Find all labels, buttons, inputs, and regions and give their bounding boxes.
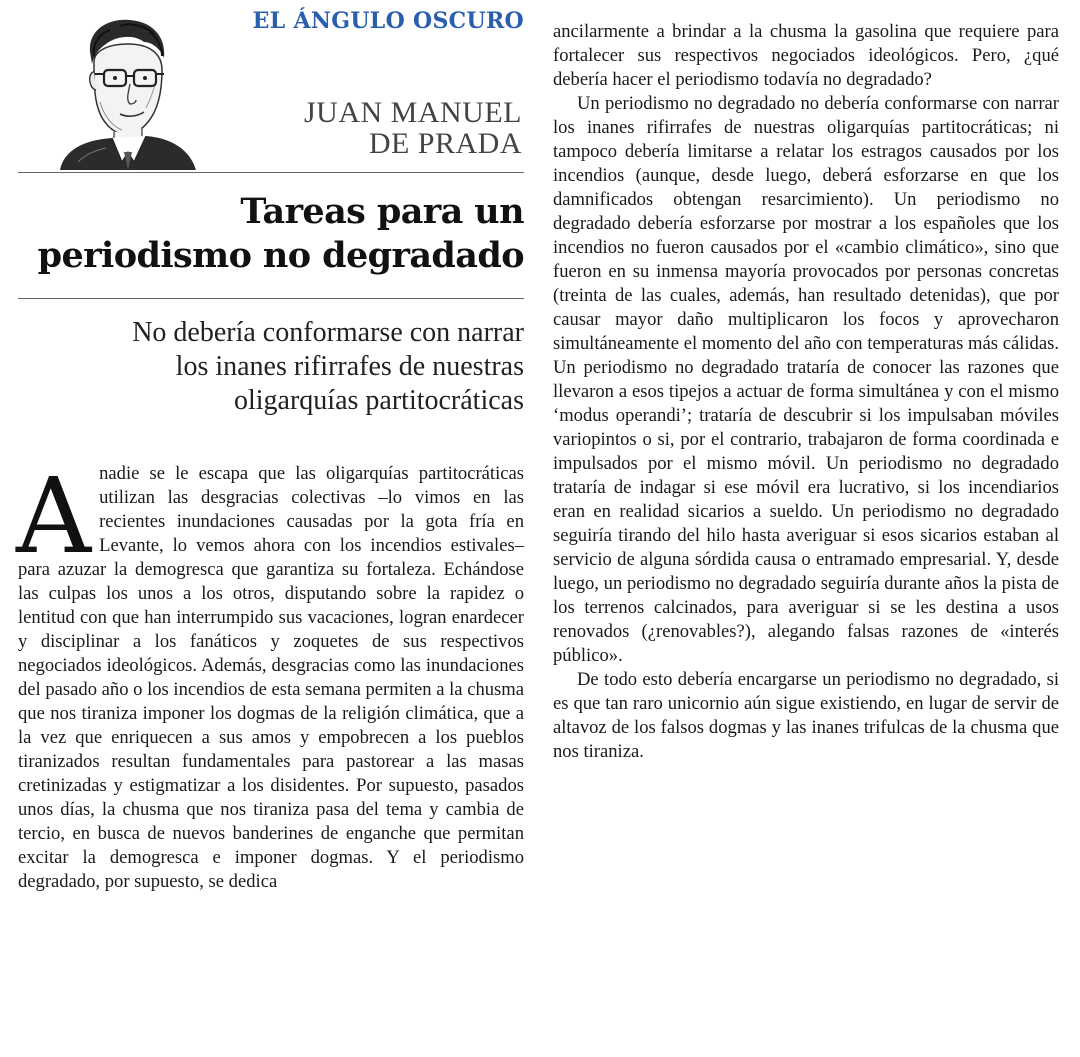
- author-portrait-illustration: [50, 12, 200, 170]
- author-name: [304, 97, 522, 159]
- headline-line2: periodismo no degradado: [37, 235, 524, 276]
- paragraph-1-text: nadie se le escapa que las oligarquías partitocráticas utilizan las desgracias colectivas –lo vimos en las recientes inundaciones causadas por la gota fría en Levante, lo vemos ahora con los incendios estivales– para azuzar la demogresca que garantiza su fortaleza. Echándose las culpas los unos a los otros, disputando sobre la rapidez o lentitud con que han interrumpido sus vacaciones, logran enardecer y disciplinar a los fanáticos y zoquetes de sus respectivos negociados ideológicos. Además, desgracias como las inundaciones del pasado año o los incendios de esta semana permiten a la chusma que nos tiraniza imponer los dogmas de la religión climática, que a la vez que enriquecen a sus amos y empobrecen a los pueblos tiranizados resultan fundamentales para pastorear a las masas cretinizadas y estigmatizar a los disidentes. Por supuesto, pasados unos días, la chusma que nos tiraniza pasa del tema y cambia de tercio, en busca de nuevos banderines de enganche que permitan excitar la demogresca e imponer dogmas. Y el periodismo degradado, por supuesto, se dedica: [18, 463, 524, 892]
- paragraph-2: Un periodismo no degradado no debería conformarse con narrar los inanes rifirrafes de nuestras oligarquías partitocráticas; ni tampoco debería limitarse a relatar los estragos causados por los incendios (aunque, desde luego, deberá esforzarse en que los damnificados obtengan resarcimiento). Un periodismo no degradado debería esforzarse por mostrar a los españoles que los incendios no fueron causados por el «cambio climático», sino que fueron en su inmensa mayoría provocados por personas concretas (treinta de las cuales, además, han resultado detenidas), que por causar mayor daño multiplicaron los focos y aprovecharon simultáneamente el momento del año con temperaturas más cálidas. Un periodismo no degradado trataría de conocer las razones que llevaron a esos tipejos a actuar de forma simultánea y con el mismo ‘modus operandi’; trataría de descubrir si los impulsaban móviles variopintos o si, por el contrario, trabajaron de forma coordinada e impulsados por el mismo móvil. Un periodismo no degradado trataría de indagar si ese móvil era lucrativo, si los incendiarios eran en realidad sicarios a sueldo. Un periodismo no degradado seguiría tirando del hilo hasta averiguar si esos sicarios estaban al servicio de alguna sórdida causa o entramado empresarial. Y, desde luego, un periodismo no degradado seguiría durante años la pista de los terrenos calcinados, para averiguar si se les destina a usos renovados (¿renovables?), alegando falsas razones de «interés público».: [553, 93, 1059, 666]
- subtitle-line3: oligarquías partitocráticas: [234, 385, 524, 416]
- top-divider: [18, 172, 524, 173]
- headline-divider: [18, 298, 524, 299]
- subtitle: [18, 316, 524, 418]
- right-column: [553, 20, 1059, 764]
- author-name-line1: JUAN MANUEL: [304, 96, 522, 129]
- subtitle-line1: No debería conformarse con narrar: [132, 317, 524, 348]
- paragraph-3: De todo esto debería encargarse un periodismo no degradado, si es que tan raro unicornio aún sigue existiendo, en lugar de servir de altavoz de los falsos dogmas y las inanes trifulcas de la chusma que nos tiraniza.: [553, 669, 1059, 762]
- left-column: [18, 0, 524, 1057]
- subtitle-line2: los inanes rifirrafes de nuestras: [175, 351, 524, 382]
- section-title: EL ÁNGULO OSCURO: [252, 8, 524, 34]
- paragraph-1: [16, 455, 524, 894]
- paragraph-1-continued: ancilarmente a brindar a la chusma la gasolina que requiere para fortalecer sus respectivos negociados ideológicos. Pero, ¿qué debería hacer el periodismo todavía no degradado?: [553, 21, 1059, 90]
- author-name-line2: DE PRADA: [368, 127, 522, 160]
- drop-cap: A: [16, 455, 92, 577]
- headline: [18, 190, 524, 278]
- body-left: [16, 455, 524, 894]
- author-portrait-svg: [50, 12, 200, 170]
- headline-line1: Tareas para un: [240, 191, 524, 232]
